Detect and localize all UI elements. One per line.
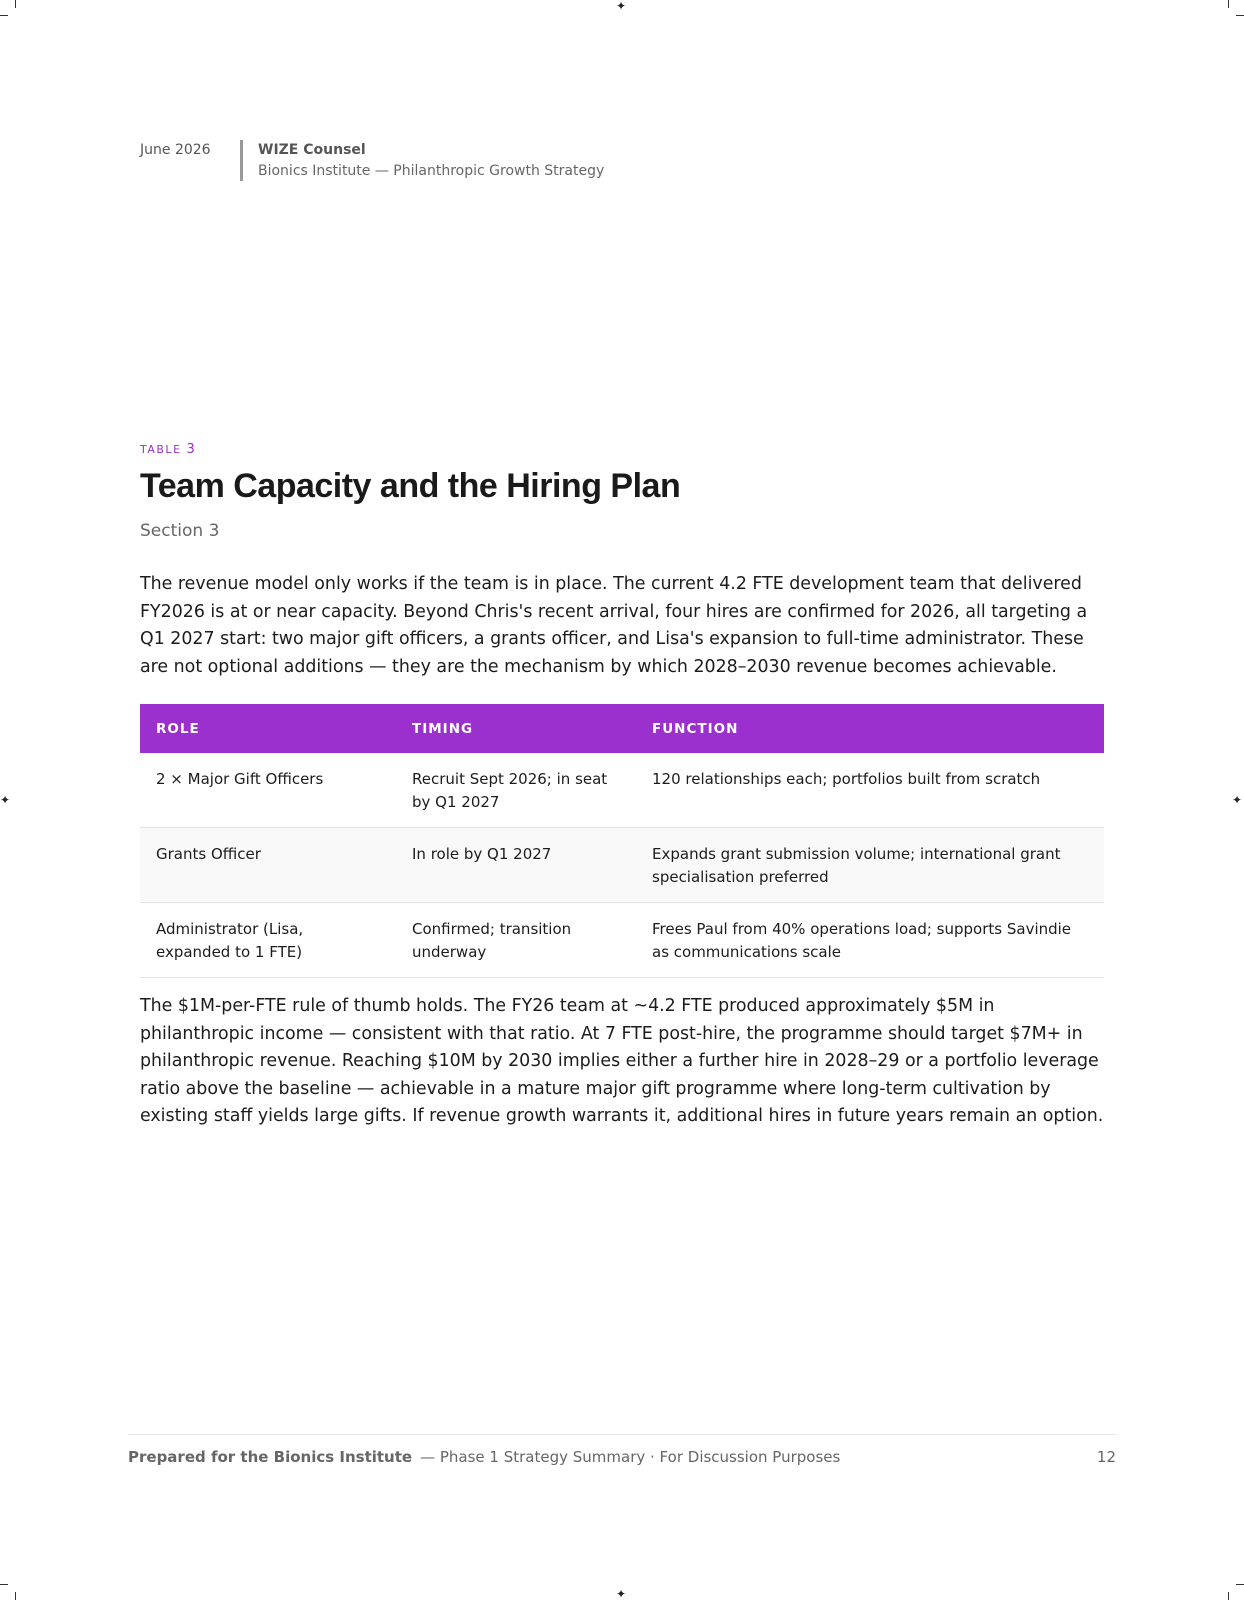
footer-divider — [128, 1434, 1116, 1435]
crop-mark-top-right-h — [1236, 15, 1244, 16]
table-header-row — [140, 704, 1104, 753]
cell-function: 120 relationships each; portfolios built from scratch — [636, 753, 1104, 828]
column-header-timing: TIMING — [396, 704, 636, 753]
table-label-number: 3 — [186, 442, 195, 457]
column-header-role: ROLE — [140, 704, 396, 753]
section-label: Section 3 — [140, 521, 220, 541]
cell-role: Grants Officer — [140, 828, 396, 903]
header-org-subtitle: Bionics Institute — Philanthropic Growth Strategy — [258, 163, 605, 179]
header-org-block — [240, 140, 604, 181]
registration-mark-top: ✦ — [616, 0, 627, 13]
crop-mark-top-left-v — [15, 0, 16, 8]
cell-function: Frees Paul from 40% operations load; supports Savindie as communications scale — [636, 903, 1104, 978]
page-footer — [128, 1448, 1116, 1466]
table-row — [140, 828, 1104, 903]
crop-mark-top-right-v — [1228, 0, 1229, 8]
cell-role: Administrator (Lisa, expanded to 1 FTE) — [140, 903, 396, 978]
hiring-plan-table — [140, 704, 1104, 978]
registration-mark-right: ✦ — [1232, 793, 1243, 807]
crop-mark-bottom-right-v — [1228, 1592, 1229, 1600]
crop-mark-bottom-left-v — [15, 1592, 16, 1600]
closing-paragraph: The $1M-per-FTE rule of thumb holds. The FY26 team at ~4.2 FTE produced approximately $5M in philanthropic income — consistent with that ratio. At 7 FTE post-hire, the programme should target $7M+ in philanthropic revenue. Reaching $10M by 2030 implies either a further hire in 2028–29 or a portfolio leverage ratio above the baseline — achievable in a mature major gift programme where long-term cultivation by existing staff yields large gifts. If revenue growth warrants it, additional hires in future years remain an option. — [140, 996, 1104, 1126]
table-label-prefix: TABLE — [140, 443, 182, 456]
crop-mark-bottom-right-h — [1236, 1584, 1244, 1585]
cell-role: 2 × Major Gift Officers — [140, 753, 396, 828]
crop-mark-bottom-left-h — [0, 1584, 8, 1585]
intro-paragraph: The revenue model only works if the team is in place. The current 4.2 FTE development team that delivered FY2026 is at or near capacity. Beyond Chris's recent arrival, four hires are confirmed for 2026, all targeting a Q1 2027 start: two major gift officers, a grants officer, and Lisa's expansion to full-time administrator. These are not optional additions — they are the mechanism by which 2028–2030 revenue becomes achievable. — [140, 574, 1088, 677]
page-number: 12 — [1096, 1448, 1116, 1466]
cell-timing: Recruit Sept 2026; in seat by Q1 2027 — [396, 753, 636, 828]
footer-lead: Prepared for the Bionics Institute — [128, 1448, 413, 1466]
registration-mark-bottom: ✦ — [616, 1587, 627, 1601]
column-header-function: FUNCTION — [636, 704, 1104, 753]
cell-function: Expands grant submission volume; international grant specialisation preferred — [636, 828, 1104, 903]
page-header — [140, 140, 604, 181]
header-date: June 2026 — [140, 142, 211, 158]
table-label — [140, 442, 195, 457]
registration-mark-left: ✦ — [0, 793, 11, 807]
page-title: Team Capacity and the Hiring Plan — [140, 467, 681, 505]
table-row — [140, 753, 1104, 828]
footer-text: — Phase 1 Strategy Summary · For Discussion Purposes — [420, 1448, 841, 1466]
crop-mark-top-left-h — [0, 15, 8, 16]
header-org-name: WIZE Counsel — [258, 142, 366, 158]
cell-timing: In role by Q1 2027 — [396, 828, 636, 903]
table-row — [140, 903, 1104, 978]
cell-timing: Confirmed; transition underway — [396, 903, 636, 978]
